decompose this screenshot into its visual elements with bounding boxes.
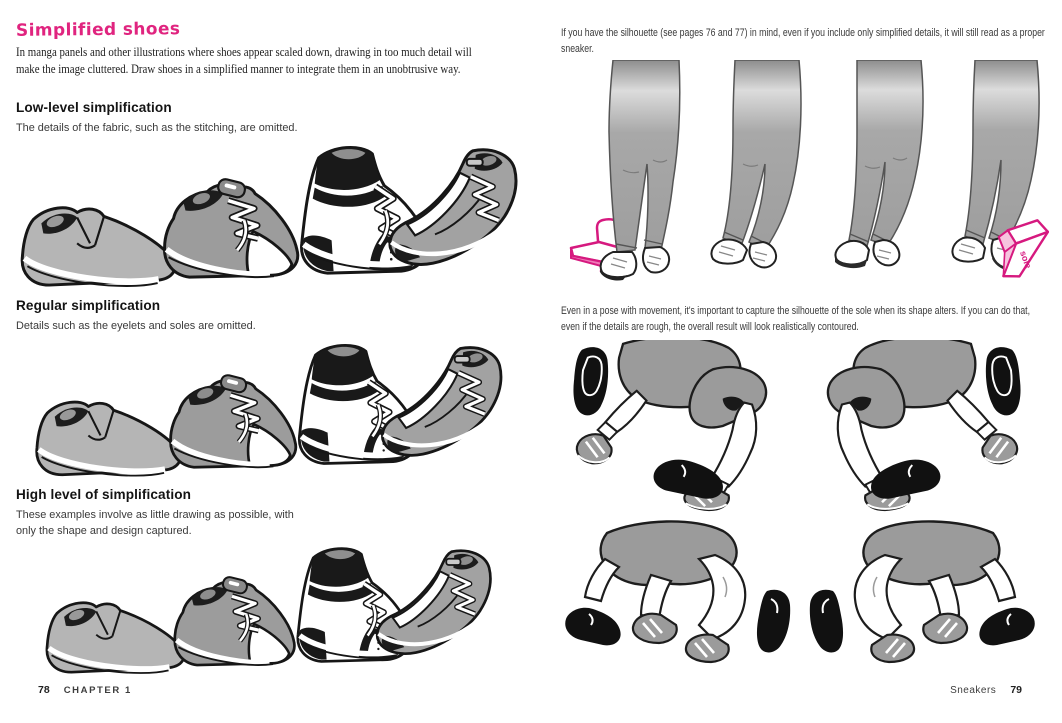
right-footer bbox=[950, 684, 1022, 696]
shoe-row-high-level-illustration bbox=[4, 532, 526, 682]
section-caption-low-level: The details of the fabric, such as the stitching, are omitted. bbox=[16, 122, 298, 134]
crouching-figure-1 bbox=[565, 521, 790, 662]
section-caption-high-level: These examples involve as little drawing as possible, with only the shape and design captured. bbox=[16, 509, 294, 537]
page-number-left: 78 bbox=[38, 684, 50, 696]
left-footer bbox=[38, 684, 132, 696]
section-heading-low-level: Low-level simplification bbox=[16, 100, 172, 115]
right-page bbox=[531, 0, 1062, 723]
low-top-sneaker bbox=[175, 576, 295, 665]
running-figure-1 bbox=[573, 340, 766, 510]
slip-on-shoe bbox=[37, 402, 181, 476]
slip-on-shoe bbox=[47, 603, 184, 673]
section-heading-regular: Regular simplification bbox=[16, 298, 161, 313]
section-heading-high-level: High level of simplification bbox=[16, 487, 192, 502]
crouching-figures-illustration bbox=[545, 514, 1050, 672]
intro-paragraph: In manga panels and other illustrations where shoes appear scaled down, drawing in too much detail will make the image cluttered. Draw shoes in a simplified manner to integrate them in an unobtrusive way. bbox=[16, 45, 472, 77]
legs-pose-3 bbox=[835, 60, 923, 268]
page-title: Simplified shoes bbox=[15, 19, 181, 41]
page-number-right: 79 bbox=[1010, 684, 1022, 696]
section-caption-regular: Details such as the eyelets and soles are omitted. bbox=[16, 320, 256, 332]
chapter-label: CHAPTER 1 bbox=[63, 685, 132, 696]
section-label: Sneakers bbox=[950, 685, 997, 696]
legs-pose-2 bbox=[711, 60, 801, 267]
crouching-figure-2 bbox=[810, 521, 1035, 662]
top-caption: If you have the silhouette (see pages 76 and 77) in mind, even if you include only simplified details, it will still read as a proper sneaker. bbox=[561, 27, 1045, 55]
sole-label: sole bbox=[1017, 249, 1034, 270]
middle-caption: Even in a pose with movement, it's important to capture the silhouette of the sole when its shape alters. If you can do that, even if the details are rough, the overall result will look realistically contoured. bbox=[561, 305, 1031, 333]
slip-on-shoe bbox=[22, 208, 175, 286]
low-top-sneaker bbox=[171, 374, 296, 467]
shoe-row-regular-illustration bbox=[4, 328, 526, 485]
shoe-row-low-level-illustration bbox=[4, 129, 526, 296]
running-figure-2 bbox=[828, 340, 1021, 510]
walking-legs-illustration bbox=[549, 60, 1049, 290]
running-figures-illustration bbox=[539, 340, 1054, 512]
low-top-sneaker bbox=[165, 178, 298, 277]
